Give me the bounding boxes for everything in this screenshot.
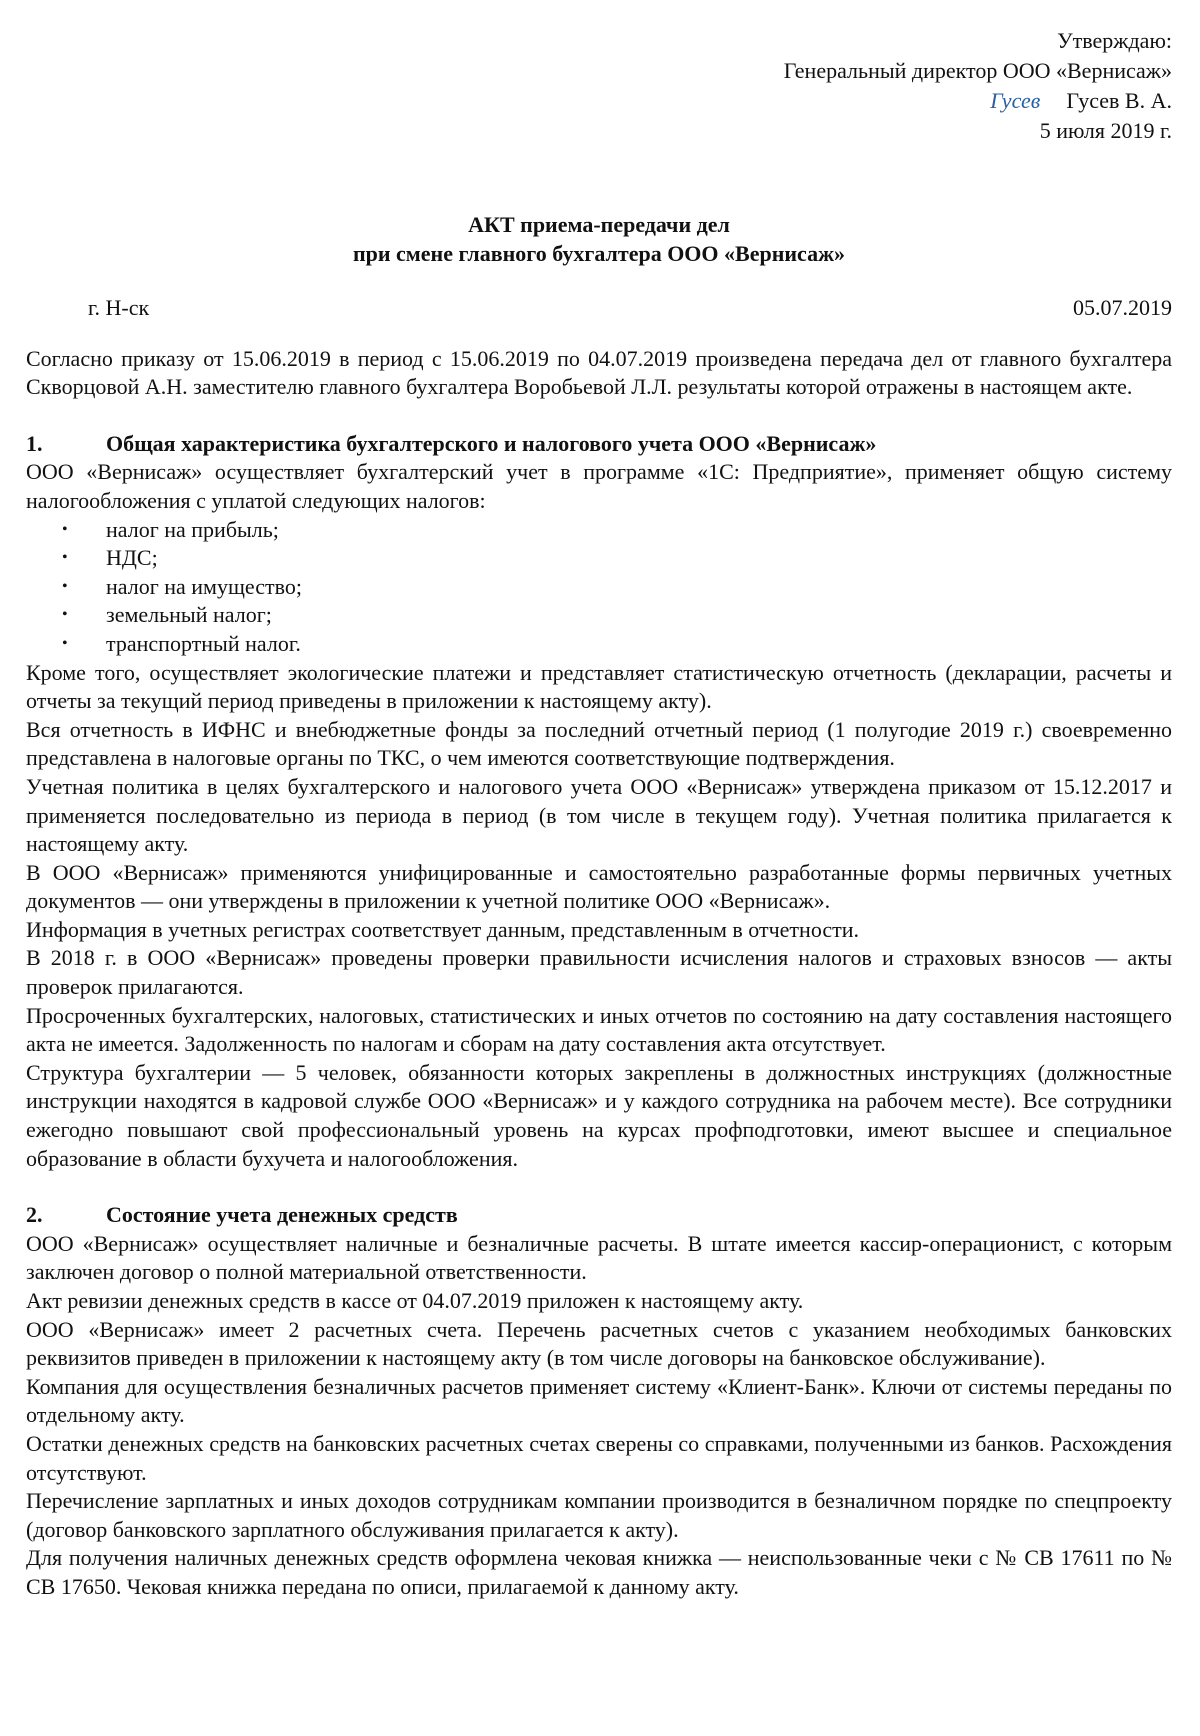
section-2-paragraph: Остатки денежных средств на банковских расчетных счетах сверены со справками, полученными из банков. Расхождения отсутствуют. [26, 1430, 1172, 1485]
section-2-paragraph: Перечисление зарплатных и иных доходов сотрудникам компании производится в безналичном порядке по спецпроекту (договор банковского зарплатного обслуживания прилагается к акту). [26, 1488, 1172, 1542]
section-1-paragraph: В 2018 г. в ООО «Вернисаж» проведены проверки правильности исчисления налогов и страховых взносов — акты проверок прилагаются. [26, 945, 1172, 1000]
section-2-paragraph: ООО «Вернисаж» осуществляет наличные и безналичные расчеты. В штате имеется кассир-операционист, с которым заключен договор о полной материальной ответственности. [26, 1230, 1172, 1285]
section-1-paragraph: Кроме того, осуществляет экологические платежи и представляет статистическую отчетность (декларации, расчеты и отчеты за текущий период приведены в приложении к настоящему акту). [26, 659, 1172, 714]
section-1-number: 1. [26, 430, 43, 456]
handwritten-signature: Гусев [990, 88, 1041, 113]
section-1-heading [26, 430, 1172, 459]
section-1-paragraph: В ООО «Вернисаж» применяются унифицированные и самостоятельно разработанные формы первичных учетных документов — они утверждены в приложении к учетной политике ООО «Вернисаж». [26, 859, 1172, 914]
section-1-paragraph: Учетная политика в целях бухгалтерского и налогового учета ООО «Вернисаж» утверждена приказом от 15.12.2017 и применяется последовательно из периода в период (в том числе в текущем году). Учетная политика прилагается к настоящему акту. [26, 773, 1172, 857]
list-item [26, 601, 1172, 630]
tax-item-text: налог на прибыль; [106, 516, 279, 542]
section-1-paragraph: Просроченных бухгалтерских, налоговых, статистических и иных отчетов по состоянию на дату составления настоящего акта не имеется. Задолженность по налогам и сборам на дату составления акта отсутствует. [26, 1002, 1172, 1057]
section-2-paragraph: ООО «Вернисаж» имеет 2 расчетных счета. Перечень расчетных счетов с указанием необходимых банковских реквизитов приведен в приложении к настоящему акту (в том числе договоры на банковское обслуживание). [26, 1316, 1172, 1371]
section-1-lead: ООО «Вернисаж» осуществляет бухгалтерский учет в программе «1С: Предприятие», применяет общую систему налогообложения с уплатой следующих налогов: [26, 459, 1172, 513]
tax-list [26, 516, 1172, 659]
document-place: г. Н-ск [88, 295, 150, 320]
section-1-paragraph: Вся отчетность в ИФНС и внебюджетные фонды за последний отчетный период (1 полугодие 2019 г.) своевременно представлена в налоговые органы по ТКС, о чем имеются соответствующие подтверждения. [26, 716, 1172, 771]
approval-heading: Утверждаю: [1057, 28, 1172, 53]
section-2-paragraph: Для получения наличных денежных средств оформлена чековая книжка — неиспользованные чеки с № СВ 17611 по № СВ 17650. Чековая книжка передана по описи, прилагаемой к данному акту. [26, 1545, 1172, 1599]
list-item [26, 544, 1172, 573]
section-1-paragraph: Информация в учетных регистрах соответствует данным, представленным в отчетности. [26, 916, 860, 942]
section-2-heading [26, 1201, 1172, 1230]
list-item [26, 630, 1172, 659]
approver-position: Генеральный директор ООО «Вернисаж» [783, 58, 1172, 83]
approver-signature-line [26, 86, 1172, 116]
tax-item-text: НДС; [106, 545, 158, 571]
title-line-2: при смене главного бухгалтера ООО «Вернисаж» [352, 241, 846, 266]
approval-date: 5 июля 2019 г. [1039, 118, 1172, 143]
bullet-icon: • [62, 634, 68, 652]
document-page [26, 26, 1172, 1602]
title-line-1: АКТ приема-передачи дел [468, 212, 730, 237]
list-item [26, 573, 1172, 602]
section-2-paragraph: Акт ревизии денежных средств в кассе от 04.07.2019 приложен к настоящему акту. [26, 1288, 804, 1313]
bullet-icon: • [62, 520, 68, 538]
section-2-title: Состояние учета денежных средств [106, 1202, 458, 1228]
section-1-paragraph: Структура бухгалтерии — 5 человек, обязанности которых закреплены в должностных инструкциях (должностные инструкции находятся в кадровой службе ООО «Вернисаж» и у каждого сотрудника на рабочем месте). Все сотрудники ежегодно повышают свой профессиональный уровень на курсах профподготовки, имеют высшее и специальное образование в области бухучета и налогообложения. [26, 1059, 1172, 1171]
place-date-row [26, 294, 1172, 323]
tax-item-text: земельный налог; [106, 602, 272, 628]
approver-name: Гусев В. А. [1066, 88, 1172, 113]
tax-item-text: транспортный налог. [106, 630, 301, 656]
intro-paragraph: Согласно приказу от 15.06.2019 в период с 15.06.2019 по 04.07.2019 произведена передача дел от главного бухгалтера Скворцовой А.Н. заместителю главного бухгалтера Воробьевой Л.Л. результаты которой отражены в настоящем акте. [26, 345, 1172, 400]
bullet-icon: • [62, 577, 68, 595]
section-2-paragraph: Компания для осуществления безналичных расчетов применяет систему «Клиент-Банк». Ключи от системы переданы по отдельному акту. [26, 1373, 1172, 1428]
section-1-title: Общая характеристика бухгалтерского и налогового учета ООО «Вернисаж» [106, 430, 877, 456]
list-item [26, 516, 1172, 545]
section-2-number: 2. [26, 1202, 43, 1228]
document-title [26, 210, 1172, 268]
bullet-icon: • [62, 606, 68, 624]
document-date: 05.07.2019 [1073, 295, 1172, 320]
approval-block [26, 26, 1172, 146]
tax-item-text: налог на имущество; [106, 573, 302, 599]
bullet-icon: • [62, 549, 68, 567]
